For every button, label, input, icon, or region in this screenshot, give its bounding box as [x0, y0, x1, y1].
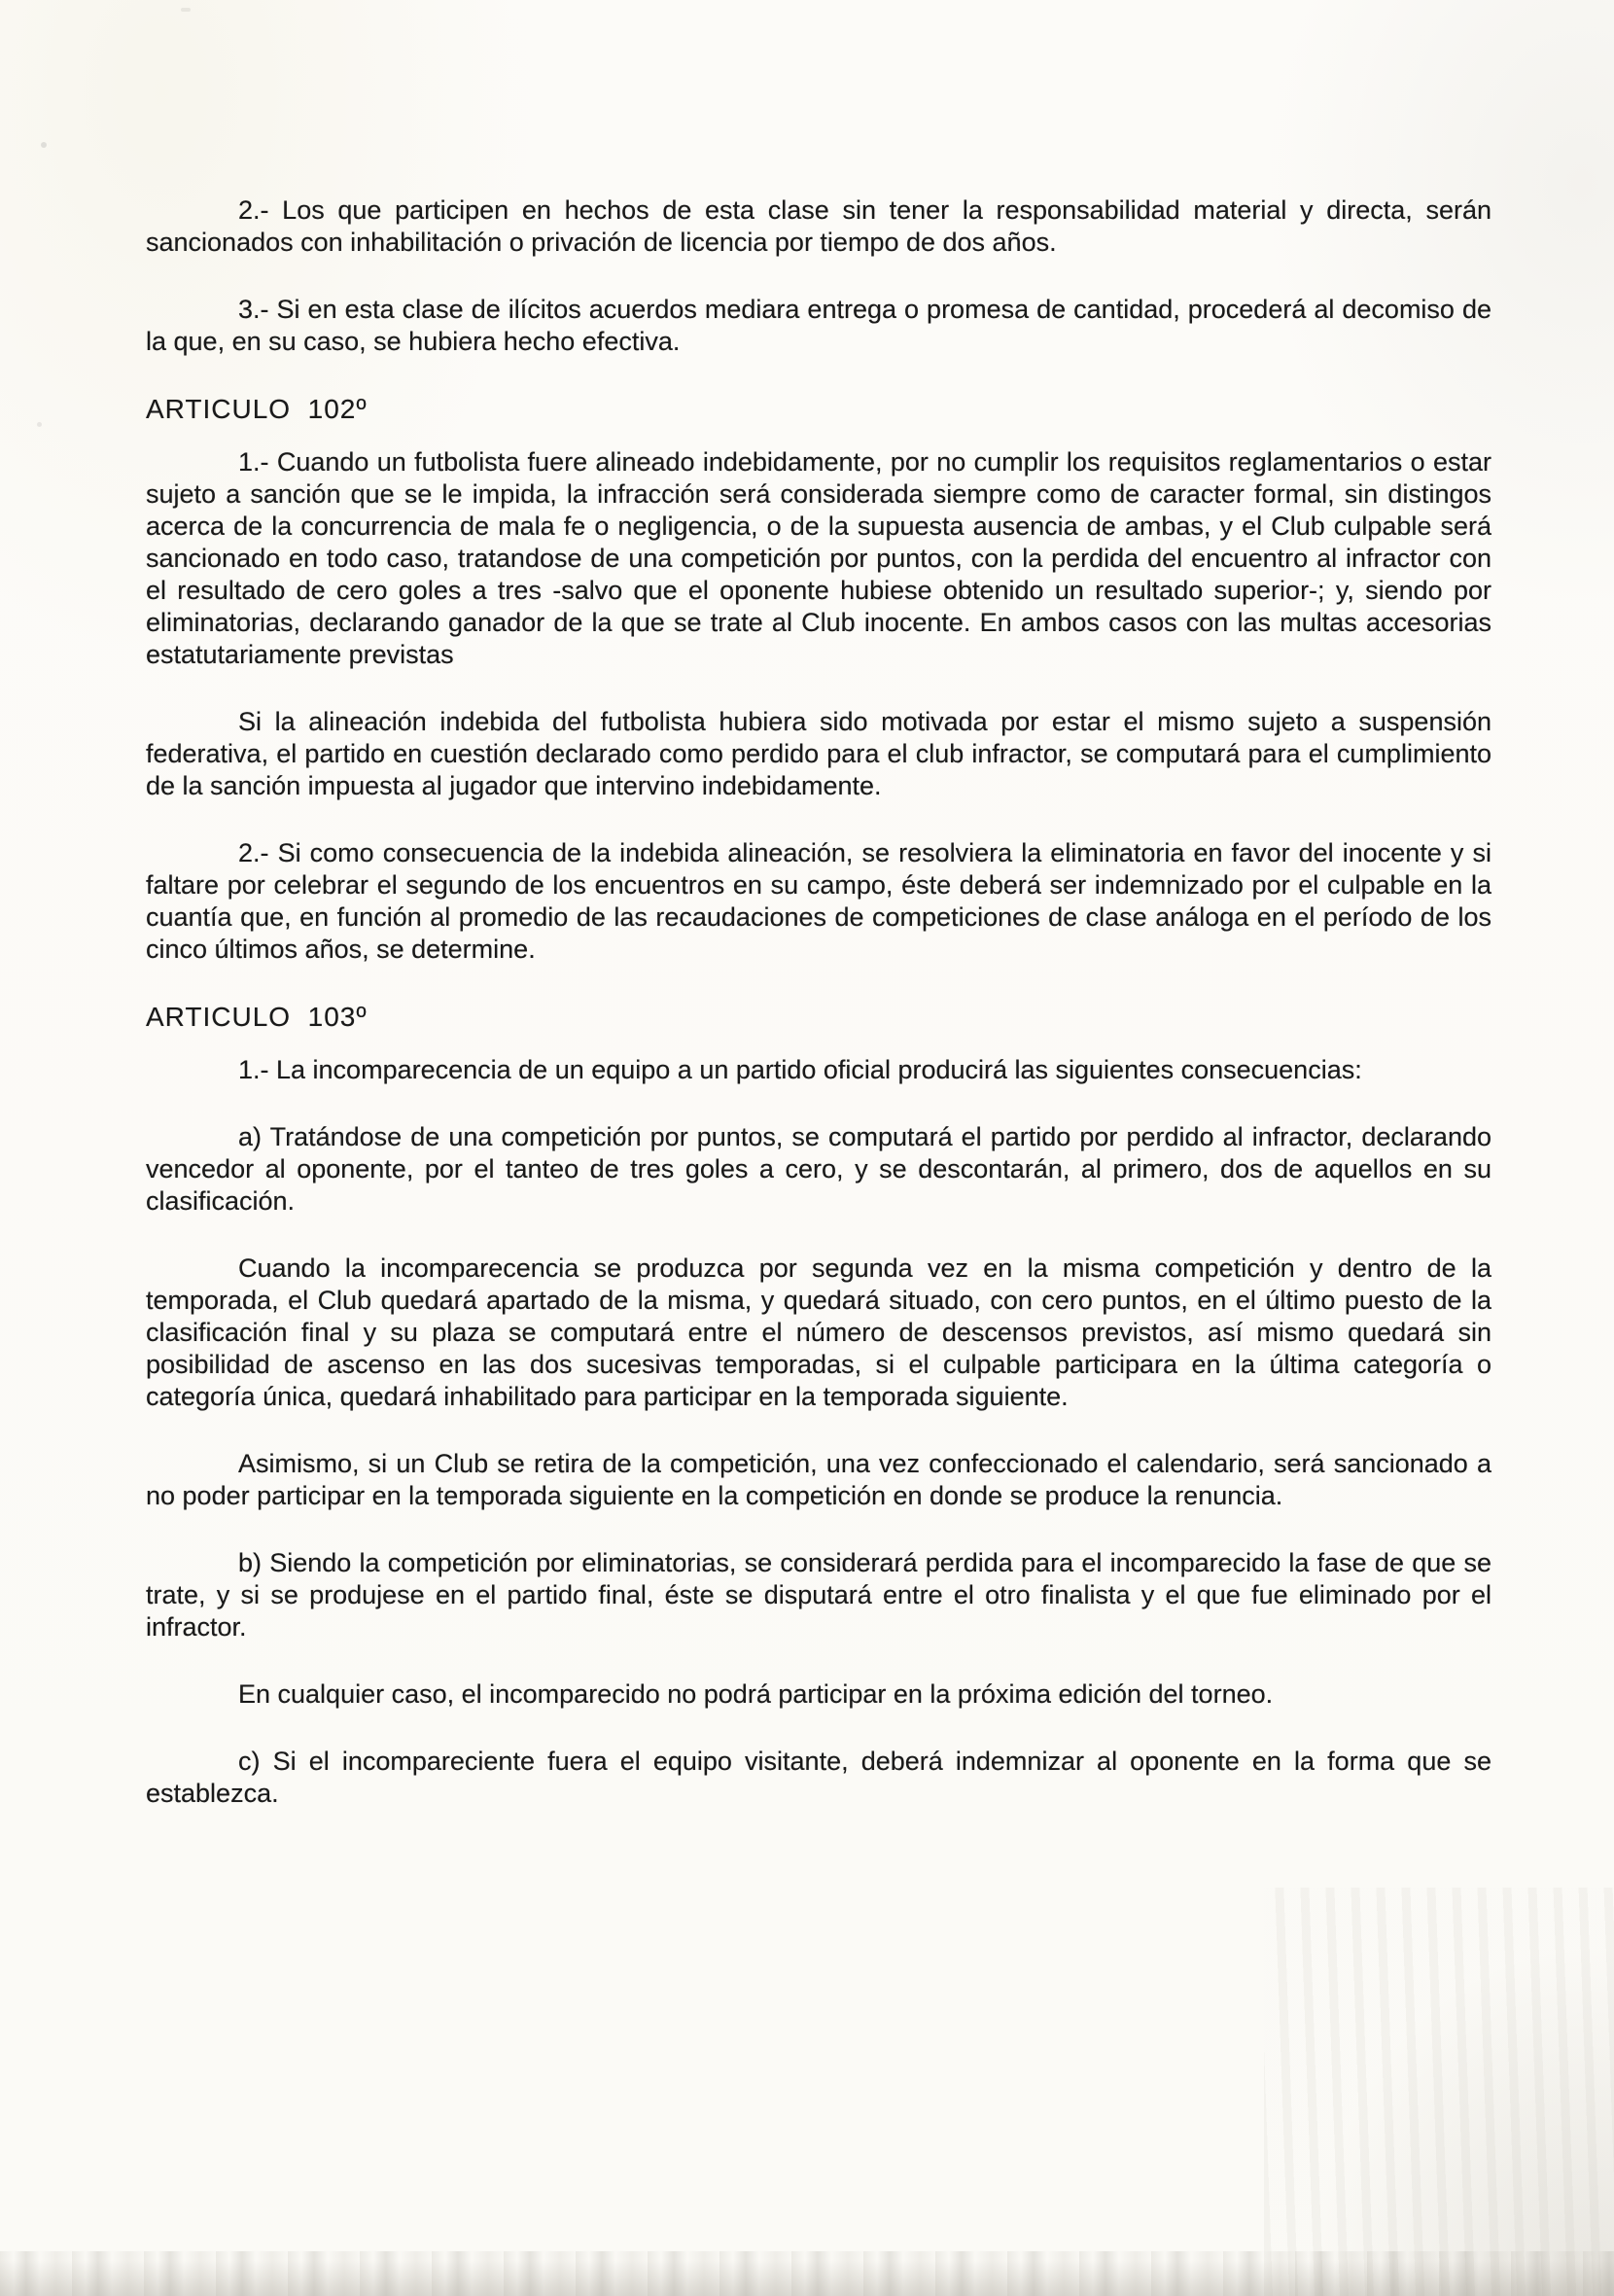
- scan-speck: [37, 422, 42, 427]
- paragraph-102-clause-2: 2.- Si como consecuencia de la indebida alineación, se resolviera la eliminatoria en favor del inocente y si faltare por celebrar el segundo de los encuentros en su campo, éste deberá ser indemnizado por el culpable en la cuantía que, en función al promedio de las recaudaciones de competiciones de clase análoga en el período de los cinco últimos años, se determine.: [146, 838, 1491, 964]
- article-102-heading: ARTICULO 102º: [146, 394, 368, 424]
- scan-noise-right-edge: [1264, 1888, 1614, 2296]
- paragraph-103-clause-1: 1.- La incomparecencia de un equipo a un partido oficial producirá las siguientes consecuencias:: [238, 1055, 1362, 1084]
- paragraph-103-item-b: b) Siendo la competición por eliminatorias, se considerará perdida para el incomparecido la fase de que se trate, y si se produjese en el partido final, éste se disputará entre el otro finalista y el que fue eliminado por el infractor.: [146, 1548, 1491, 1642]
- paragraph-102-clause-1b: Si la alineación indebida del futbolista hubiera sido motivada por estar el mismo sujeto a suspensión federativa, el partido en cuestión declarado como perdido para el club infractor, se computará para el cumplimiento de la sanción impuesta al jugador que intervino indebidamente.: [146, 707, 1491, 800]
- paragraph-103-withdrawal: Asimismo, si un Club se retira de la competición, una vez confeccionado el calendario, será sancionado a no poder participar en la temporada siguiente en la competición en donde se produce la renuncia.: [146, 1449, 1491, 1510]
- article-103-heading: ARTICULO 103º: [146, 1002, 368, 1032]
- paragraph-clause-3: 3.- Si en esta clase de ilícitos acuerdos mediara entrega o promesa de cantidad, procederá al decomiso de la que, en su caso, se hubiera hecho efectiva.: [146, 295, 1491, 356]
- paragraph-103-item-a: a) Tratándose de una competición por puntos, se computará el partido por perdido al infractor, declarando vencedor al oponente, por el tanteo de tres goles a cero, y se descontarán, al primero, dos de aquellos en su clasificación.: [146, 1122, 1491, 1216]
- document-text-block: [146, 194, 1491, 1845]
- paragraph-102-clause-1: 1.- Cuando un futbolista fuere alineado indebidamente, por no cumplir los requisitos reglamentarios o estar sujeto a sanción que se le impida, la infracción será considerada siempre como de caracter formal, sin distingos acerca de la concurrencia de mala fe o negligencia, o de la supuesta ausencia de ambas, y el Club culpable será sancionado en todo caso, tratandose de una competición por puntos, con la perdida del encuentro al infractor con el resultado de cero goles a tres -salvo que el oponente hubiese obtenido un resultado superior-; y, siendo por eliminatorias, declarando ganador de la que se trate al Club inocente. En ambos casos con las multas accesorias estatutariamente previstas: [146, 447, 1491, 669]
- paragraph-103-next-edition: En cualquier caso, el incomparecido no podrá participar en la próxima edición del torneo.: [238, 1679, 1274, 1709]
- scan-noise-bottom-edge: [0, 2251, 1614, 2296]
- scan-speck: [41, 142, 47, 148]
- paragraph-clause-2: 2.- Los que participen en hechos de esta clase sin tener la responsabilidad material y directa, serán sancionados con inhabilitación o privación de licencia por tiempo de dos años.: [146, 195, 1491, 257]
- scan-speck: [181, 8, 191, 12]
- paragraph-103-second-absence: Cuando la incomparecencia se produzca por segunda vez en la misma competición y dentro de la temporada, el Club quedará apartado de la misma, y quedará situado, con cero puntos, en el último puesto de la clasificación final y su plaza se computará entre el número de descensos previstos, así mismo quedará sin posibilidad de ascenso en las dos sucesivas temporadas, si el culpable participara en la última categoría o categoría única, quedará inhabilitado para participar en la temporada siguiente.: [146, 1254, 1491, 1411]
- paragraph-103-item-c: c) Si el incompareciente fuera el equipo visitante, deberá indemnizar al oponente en la forma que se establezca.: [146, 1747, 1491, 1808]
